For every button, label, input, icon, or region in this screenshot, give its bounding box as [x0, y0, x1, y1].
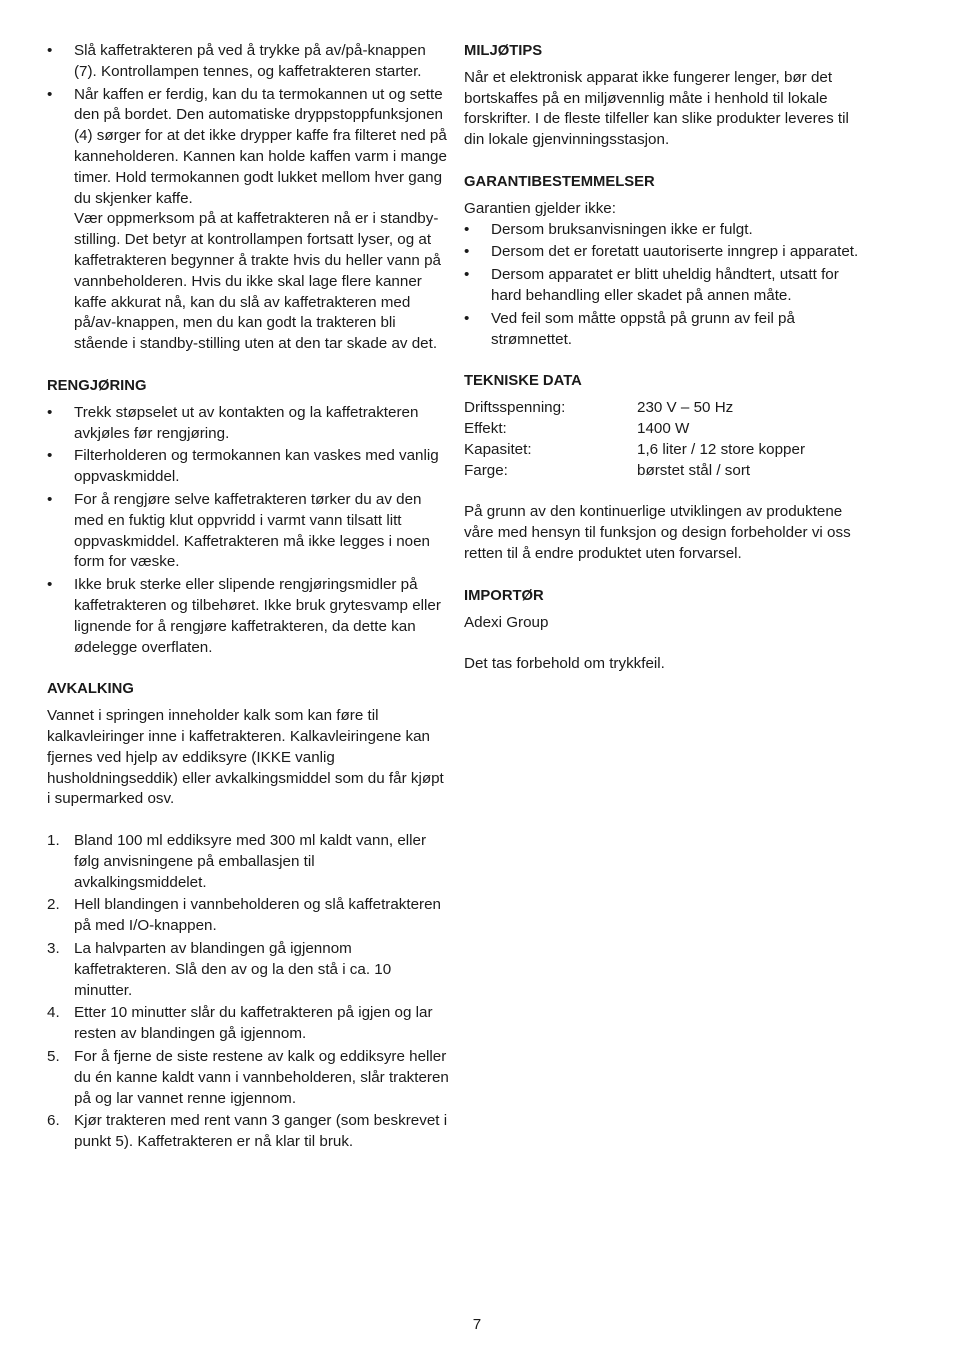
bullet-marker: •: [464, 243, 470, 261]
importor-heading: IMPORTØR: [464, 587, 544, 604]
garanti-list: [464, 220, 864, 351]
standby-note: Vær oppmerksom på at kaffetrakteren nå er i standby-stilling. Det betyr at kontrollampen fortsatt lyser, og at kaffetrakteren begynner å trakte hvis du heller vann på vannbeholderen. Hvis du ikke skal lage flere kanner kaffe akkurat nå, kan du slå av kaffetrakteren med på/av-knappen, men du kan godt la trakteren bli stående i standby-stilling uten at den tar skade av det.: [74, 210, 441, 353]
step-item: 1. Bland 100 ml eddiksyre med 300 ml kaldt vann, eller følg anvisningene på emballasjen til avkalkingsmiddelet.: [47, 832, 427, 891]
table-row: [464, 419, 805, 440]
step-item: 3. La halvparten av blandingen gå igjennom kaffetrakteren. Slå den av og la den stå i ca. 10 minutter.: [47, 940, 392, 999]
bullet-marker: •: [47, 490, 53, 508]
bullet-marker: •: [47, 576, 53, 594]
avkalking-heading: AVKALKING: [47, 681, 134, 698]
bullet-marker: •: [464, 309, 470, 327]
list-item: • Dersom bruksanvisningen ikke er fulgt.: [464, 220, 864, 241]
list-item: • Trekk støpselet ut av kontakten og la kaffetrakteren avkjøles før rengjøring.: [47, 403, 419, 442]
step-number: 4.: [47, 1004, 60, 1022]
tekniske-heading: TEKNISKE DATA: [464, 373, 582, 390]
bullet-marker: •: [464, 266, 470, 284]
intro-bullet-list: [47, 41, 449, 209]
bullet-marker: •: [47, 403, 53, 421]
step-number: 6.: [47, 1112, 60, 1130]
spec-label: Farge:: [464, 461, 508, 479]
table-row: [464, 440, 805, 461]
garanti-heading: GARANTIBESTEMMELSER: [464, 173, 655, 190]
bullet-marker: •: [47, 42, 53, 59]
step-item: 5. For å fjerne de siste restene av kalk og eddiksyre heller du én kanne kaldt vann i vannbeholderen, slår trakteren på og lar vannet renne igjennom.: [47, 1048, 449, 1107]
list-item: • Filterholderen og termokannen kan vaskes med vanlig oppvaskmiddel.: [47, 447, 439, 486]
rengjoring-list: [47, 403, 449, 659]
spec-table: [464, 398, 805, 481]
table-row: [464, 461, 805, 482]
bullet-marker: •: [47, 85, 53, 103]
right-column: [464, 41, 864, 675]
spec-label: Driftsspenning:: [464, 399, 566, 417]
bullet-marker: •: [464, 220, 470, 238]
list-item: • Ved feil som måtte oppstå på grunn av feil på strømnettet.: [464, 309, 795, 348]
product-change-note: På grunn av den kontinuerlige utviklingen av produktene våre med hensyn til funksjon og design forbeholder vi oss retten til å endre produktet uten forvarsel.: [464, 503, 851, 562]
importor-name: Adexi Group: [464, 613, 549, 631]
list-item: • Når kaffen er ferdig, kan du ta termokannen ut og sette den på bordet. Den automatiske dryppstoppfunksjonen (4) sørger for at det ikke drypper kaffe fra filteret ned på kanneholderen. Kannen kan holde kaffen varm i mange timer. Hold termokannen godt lukket mellom hver gang du skjenker kaffe.: [47, 85, 447, 207]
spec-value: 1,6 liter / 12 store kopper: [637, 440, 805, 458]
print-disclaimer: Det tas forbehold om trykkfeil.: [464, 655, 665, 673]
step-number: 1.: [47, 832, 60, 850]
avkalking-steps: [47, 831, 449, 1153]
spec-value: 230 V – 50 Hz: [637, 399, 734, 417]
table-row: [464, 398, 805, 419]
page-number: 7: [472, 1316, 482, 1333]
step-item: 6. Kjør trakteren med rent vann 3 ganger (som beskrevet i punkt 5). Kaffetrakteren er nå klar til bruk.: [47, 1112, 448, 1151]
left-column: [47, 41, 449, 1155]
rengjoring-heading: RENGJØRING: [47, 377, 147, 394]
list-item: • Dersom det er foretatt uautoriserte inngrep i apparatet.: [464, 242, 864, 263]
avkalking-intro: Vannet i springen inneholder kalk som kan føre til kalkavleiringer inne i kaffetrakteren. Kalkavleiringene kan fjernes ved hjelp av eddiksyre (IKKE vanlig husholdningseddik) eller avkalkingsmiddel som du får kjøpt i supermarked osv.: [47, 707, 444, 808]
bullet-marker: •: [47, 447, 53, 465]
step-item: 4. Etter 10 minutter slår du kaffetrakteren på igjen og lar resten av blandingen gå igjennom.: [47, 1004, 433, 1043]
spec-value: børstet stål / sort: [637, 461, 751, 479]
spec-label: Effekt:: [464, 419, 507, 437]
step-number: 3.: [47, 940, 60, 958]
miljotips-heading: MILJØTIPS: [464, 43, 543, 59]
spec-value: 1400 W: [637, 419, 690, 437]
list-item: • For å rengjøre selve kaffetrakteren tørker du av den med en fuktig klut oppvridd i varmt vann tilsatt litt oppvaskmiddel. Kaffetrakteren må ikke legges i noen form for væske.: [47, 490, 430, 571]
list-item: • Dersom apparatet er blitt uheldig håndtert, utsatt for hard behandling eller skadet på annen måte.: [464, 266, 839, 304]
spec-label: Kapasitet:: [464, 440, 532, 458]
miljotips-text: Når et elektronisk apparat ikke fungerer lenger, bør det bortskaffes på en miljøvennlig måte i henhold til lokale forskrifter. I de fleste tilfeller kan slike produkter leveres til din lokale gjenvinningsstasjon.: [464, 68, 849, 149]
list-item: • Ikke bruk sterke eller slipende rengjøringsmidler på kaffetrakteren og tilbehøret. Ikke bruk grytesvamp eller lignende for å rengjøre kaffetrakteren, da dette kan ødelegge overflaten.: [47, 576, 441, 656]
garanti-intro: Garantien gjelder ikke:: [464, 199, 616, 217]
step-number: 5.: [47, 1048, 60, 1066]
list-item: • Slå kaffetrakteren på ved å trykke på av/på-knappen (7). Kontrollampen tennes, og kaffetrakteren starter.: [47, 42, 426, 80]
step-item: 2. Hell blandingen i vannbeholderen og slå kaffetrakteren på med I/O-knappen.: [47, 896, 442, 935]
step-number: 2.: [47, 896, 60, 914]
